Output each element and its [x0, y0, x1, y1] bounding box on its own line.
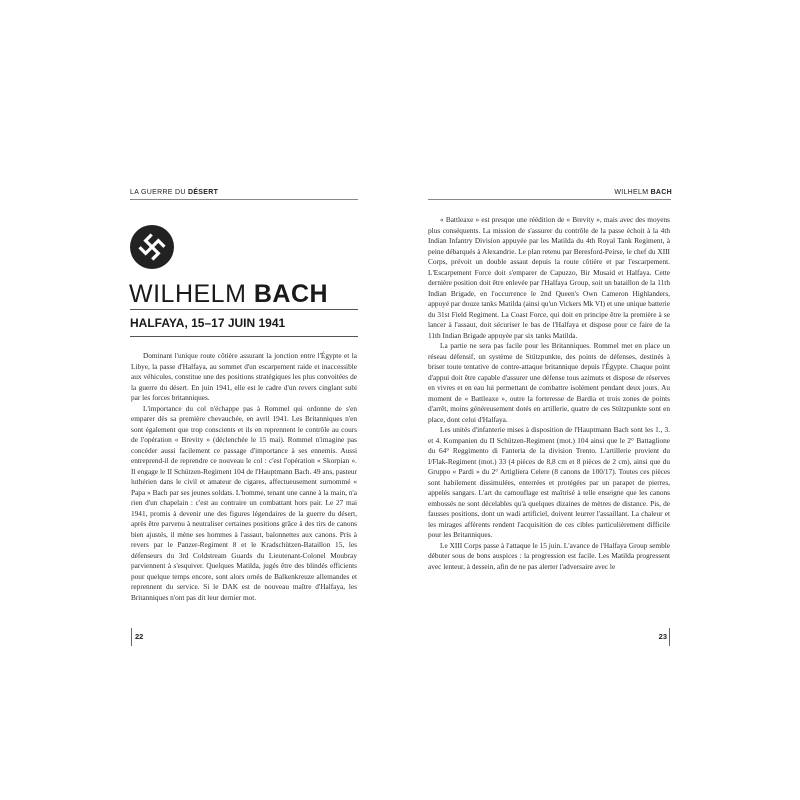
swastika-roundel-icon — [130, 225, 174, 269]
header-rule-left — [130, 199, 358, 200]
running-header-right-bold: BACH — [650, 189, 672, 196]
running-header-right — [614, 189, 672, 196]
page-number-bar-left — [131, 628, 132, 646]
paragraph: La partie ne sera pas facile pour les Britanniques. Rommel met en place un réseau défensif, un système de Stützpunkte, des points de défenses, destinés à briser toute tentative de contre-attaque britannique depuis l'Égypte. Chaque point d'appui doit être capable d'assurer une défense tous azimuts et dispose de réserves en vivres et en eau lui permettant de combattre isolément pendant deux jours. Au moment de « Battleaxe », outre la forteresse de Bardia et trois zones de points d'arrêt, moins généreusement dotés en artillerie, quatre de ces Stützpunkte sont en place, dont celui d'Halfaya. — [428, 341, 670, 424]
paragraph: L'importance du col n'échappe pas à Rommel qui ordonne de s'en emparer dès sa première chevauchée, en avril 1941. Les Britanniques n'en sont également que trop conscients et ils en reprennent le contrôle au cours de l'opération « Brevity » (déclenchée le 15 mai). Rommel n'imagine pas concéder aussi facilement ce passage d'importance à ses ennemis. Aussi entreprend-il de reprendre ce nouveau le col : c'est l'opération « Skorpian ». Il engage le II Schützen-Regiment 104 de l'Hauptmann Bach. 49 ans, pasteur luthérien dans le civil et amateur de cigares, affectueusement surnommé « Papa » Bach par ses jeunes soldats. L'homme, tenant une canne à la main, n'a rien d'un chapelain : c'est au contraire un combattant hors pair. Le 27 mai 1941, promis à devenir une des figures légendaires de la guerre du désert, après être parvenu à neutraliser certaines positions grâce à des tirs de canons bien ajustés, il mène ses hommes à l'assaut, baïonnettes aux canons. Pris à revers par le Panzer-Regiment 8 et le Kradschützen-Bataillon 15, les défenseurs du 3rd Coldstream Guards du Lieutenant-Colonel Moubray parviennent à s'esquiver. Quelques Matilda, jugés être des blindés efficients pour quelque temps encore, sont alors ornés de Balkenkreuze allemandes et reprennent du service. Si le DAK est de nouveau maître d'Halfaya, les Britanniques n'ont pas dit leur dernier mot. — [131, 403, 357, 602]
page-title-bold: BACH — [253, 280, 329, 308]
subtitle-rule — [130, 336, 358, 337]
left-body-text — [131, 351, 357, 603]
header-rule-right — [428, 199, 671, 200]
paragraph: Les unités d'infanterie mises à disposition de l'Hauptmann Bach sont les 1., 3. et 4. Kompanien du II Schützen-Regiment (mot.) 104 ainsi que le 2° Battaglione du 64° Reggimento di Fanteria de la division Trento. L'artillerie provient du I/Flak-Regiment (mot.) 33 (4 pièces de 8,8 cm et 8 pièces de 2 cm), ainsi que du Gruppo « Pardi » du 2° Artigliera Celere (8 canons de 100/17). Toutes ces pièces sont habilement dissimulées, enterrées et protégées par un parapet de pierres, appelés sangars. L'art du camouflage est maîtrisé à telle enseigne que les canons embossés ne sont décelables qu'à quelques dizaines de mètres de distance. Pis, de fausses positions, dont un wadi artificiel, doivent leurrer l'assaillant. La chaleur et les mirages afférents rendent l'acquisition de ces cibles particulièrement difficile pour les Britanniques. — [428, 425, 670, 539]
title-rule — [130, 309, 358, 310]
page-title-light: WILHELM — [129, 280, 254, 308]
page-number-bar-right — [669, 628, 670, 646]
running-header-left — [130, 189, 218, 196]
paragraph: Dominant l'unique route côtière assurant la jonction entre l'Égypte et la Libye, la passe d'Halfaya, au sommet d'un escarpement raide et inaccessible aux véhicules, constitue une des positions stratégiques les plus convoitées de la guerre du désert. En juin 1941, elle est le cadre d'un revers cinglant subi par les forces britanniques. — [131, 351, 357, 402]
page-subtitle: HALFAYA, 15–17 JUIN 1941 — [130, 316, 286, 330]
paragraph: Le XIII Corps passe à l'attaque le 15 juin. L'avance de l'Halfaya Group semble débuter sous de bons auspices : la progression est facile. Les Matilda progressent avec lenteur, à dessein, afin de ne pas alerter l'adversaire avec le — [428, 540, 670, 571]
paragraph: « Battleaxe » est presque une réédition de « Brevity », mais avec des moyens plus conséquents. La mission de s'assurer du contrôle de la passe échoit à la 4th Indian Infantry Division appuyée par les Matilda du 4th Royal Tank Regiment, à peine débarqués à Alexandrie. Le plan retenu par Beresford-Peirse, le chef du XIII Corps, prévoit un double assaut depuis la route côtière et par l'escarpement. L'Escarpement Force doit s'emparer de Capuzzo, Bir Musaid et Halfaya. Cette dernière position doit être enlevée par l'Halfaya Group, soit un bataillon de la 11th Indian Brigade, en l'occurrence le 2nd Queen's Own Cameron Highlanders, appuyé par douze tanks Matilda (ainsi qu'un Vickers Mk VI) et une unique batterie du 31st Field Regiment. La Coast Force, qui doit en principe être la première à se lancer à l'assaut, doit sécuriser le bas de l'Halfaya et dispose pour ce faire de la 11th Indian Brigade appuyée par six tanks Matilda. — [428, 215, 670, 340]
running-header-right-prefix: WILHELM — [614, 189, 651, 196]
running-header-left-bold: DÉSERT — [187, 189, 219, 196]
running-header-left-prefix: LA GUERRE DU — [130, 189, 188, 196]
page-number-left: 22 — [135, 632, 144, 641]
right-body-text — [428, 215, 670, 572]
page-number-right: 23 — [658, 632, 667, 641]
page-title — [129, 280, 328, 309]
